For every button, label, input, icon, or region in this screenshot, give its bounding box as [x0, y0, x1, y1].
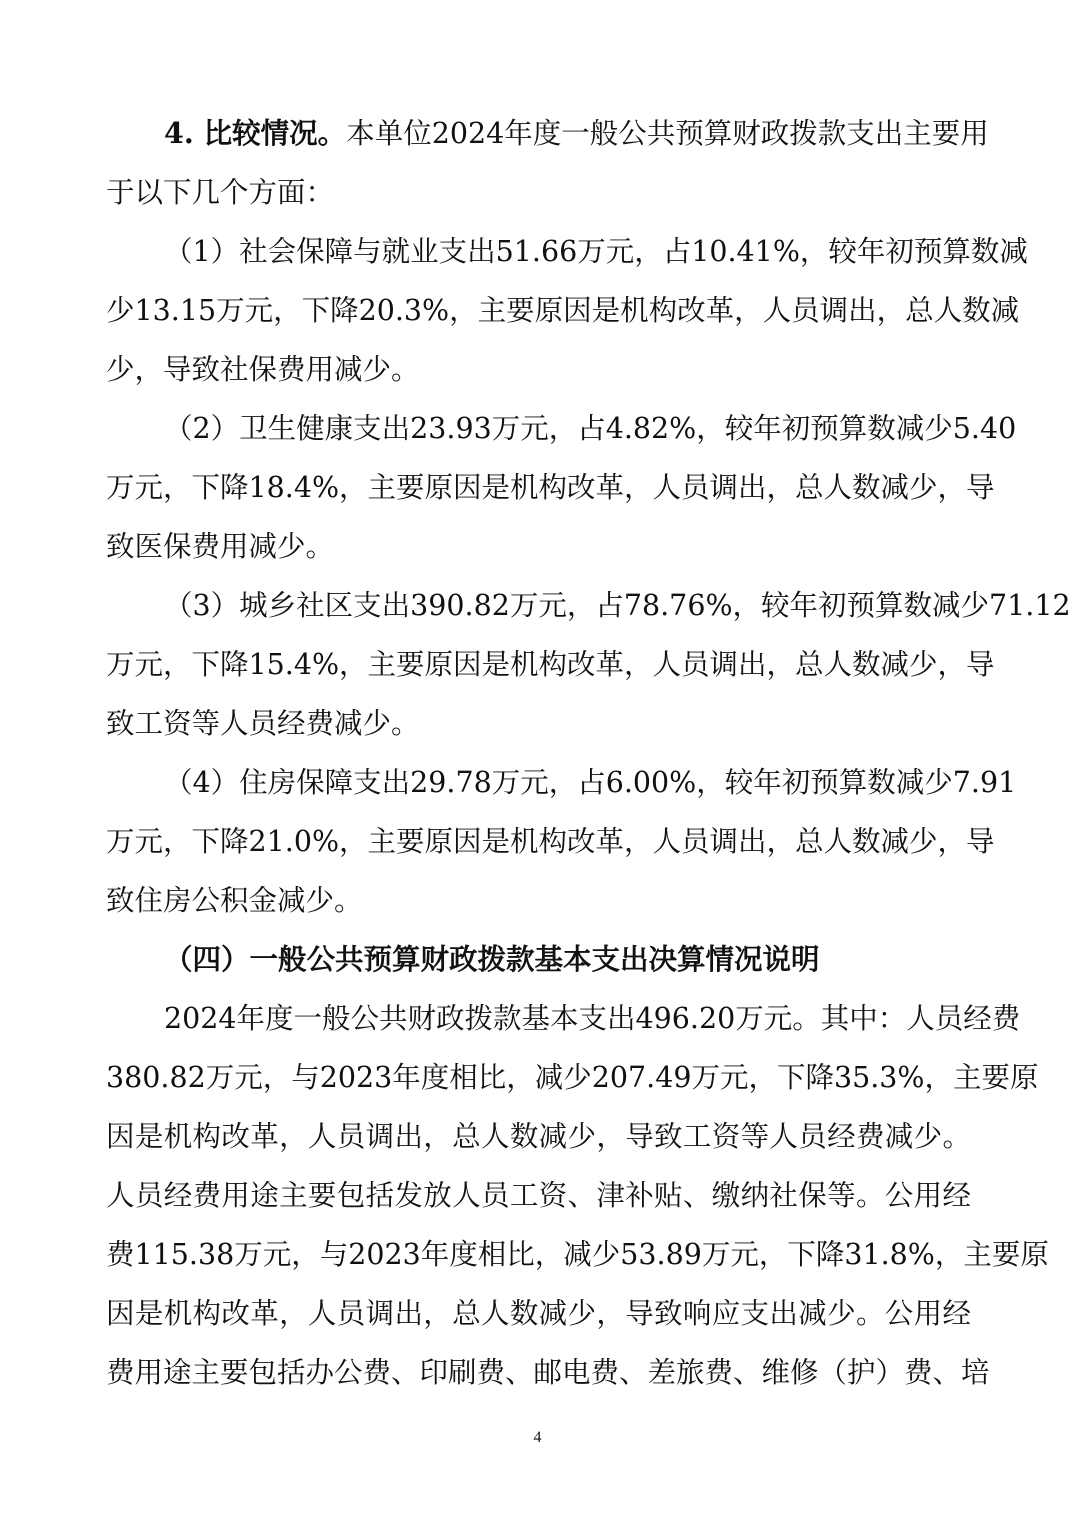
item-3-line-2: 万元，下降15.4%，主要原因是机构改革，人员调出，总人数减少，导 — [106, 648, 995, 681]
document-body — [106, 104, 1071, 1402]
section-four-title: （四）一般公共预算财政拨款基本支出决算情况说明 — [164, 942, 820, 976]
item-2-line-1: （2）卫生健康支出23.93万元，占4.82%，较年初预算数减少5.40 — [164, 412, 1017, 445]
page-number: 4 — [533, 1429, 542, 1446]
section-four-line-2: 380.82万元，与2023年度相比，减少207.49万元，下降35.3%，主要原 — [106, 1061, 1039, 1094]
section-4-intro-text: 本单位2024年度一般公共预算财政拨款支出主要用 — [346, 117, 989, 150]
item-3-line-1: （3）城乡社区支出390.82万元，占78.76%，较年初预算数减少71.12 — [164, 589, 1071, 622]
item-2-line-2: 万元，下降18.4%，主要原因是机构改革，人员调出，总人数减少，导 — [106, 471, 995, 504]
item-1-line-1: （1）社会保障与就业支出51.66万元，占10.41%，较年初预算数减 — [164, 235, 1028, 268]
item-4-line-3: 致住房公积金减少。 — [106, 884, 363, 917]
section-4-intro-line-1 — [106, 104, 989, 163]
section-four-line-7: 费用途主要包括办公费、印刷费、邮电费、差旅费、维修（护）费、培 — [106, 1356, 990, 1389]
section-four-line-6: 因是机构改革，人员调出，总人数减少，导致响应支出减少。公用经 — [106, 1297, 971, 1330]
item-1-line-3: 少，导致社保费用减少。 — [106, 353, 420, 386]
item-1-line-2: 少13.15万元，下降20.3%，主要原因是机构改革，人员调出，总人数减 — [106, 294, 1020, 327]
item-2-line-3: 致医保费用减少。 — [106, 530, 335, 563]
section-four-line-1: 2024年度一般公共财政拨款基本支出496.20万元。其中：人员经费 — [164, 1002, 1021, 1035]
section-four-line-3: 因是机构改革，人员调出，总人数减少，导致工资等人员经费减少。 — [106, 1120, 971, 1153]
section-4-heading: 4. 比较情况。 — [164, 116, 347, 150]
item-4-line-2: 万元，下降21.0%，主要原因是机构改革，人员调出，总人数减少，导 — [106, 825, 995, 858]
section-4-intro-line-2: 于以下几个方面： — [106, 176, 335, 209]
item-4-line-1: （4）住房保障支出29.78万元，占6.00%，较年初预算数减少7.91 — [164, 766, 1017, 799]
item-3-line-3: 致工资等人员经费减少。 — [106, 707, 420, 740]
section-four-line-4: 人员经费用途主要包括发放人员工资、津补贴、缴纳社保等。公用经 — [106, 1179, 971, 1212]
section-four-line-5: 费115.38万元，与2023年度相比，减少53.89万元，下降31.8%，主要原 — [106, 1238, 1049, 1271]
